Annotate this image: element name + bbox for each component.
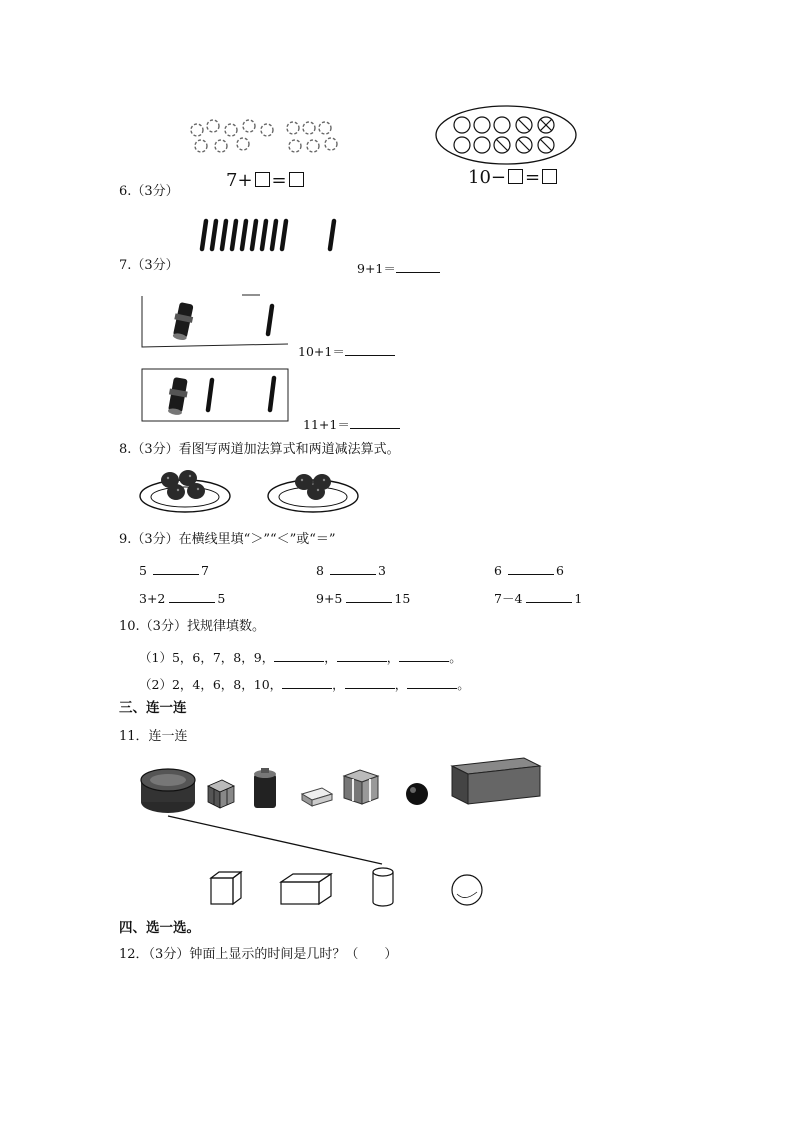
cylinder-shape [373, 868, 393, 906]
section-3-title: 三、连一连 [119, 700, 187, 716]
pattern-prefix: （2）2，4，6，8，10， [139, 677, 283, 692]
eq-text: 10+1＝ [298, 344, 345, 359]
end-mark: 。 [449, 650, 462, 665]
compare-left: 8 [316, 563, 324, 578]
question-6-label: 6.（3分） [119, 184, 179, 199]
cuboid-shape [281, 874, 331, 904]
separator: ， [324, 650, 337, 665]
question-10-label: 10.（3分）找规律填数。 [119, 619, 265, 634]
question-12-label: 12．（3分）钟面上显示的时间是几时？（ ） [119, 947, 398, 962]
compare-right: 5 [217, 591, 226, 606]
compare-left: 3+2 [139, 591, 166, 606]
question-8-label: 8.（3分）看图写两道加法算式和两道减法算式。 [119, 442, 400, 457]
equation-right-part2: = [525, 167, 541, 188]
eq-text: 9+1＝ [357, 261, 396, 276]
separator: ， [332, 677, 345, 692]
separator: ， [394, 677, 408, 692]
compare-right: 15 [394, 591, 411, 606]
cube-shape [211, 872, 241, 904]
equation-left-part1: 7+ [226, 170, 253, 191]
sphere-shape [452, 875, 482, 905]
compare-left: 5 [139, 563, 147, 578]
question-9-label: 9.（3分）在横线里填“＞”“＜”或“＝” [119, 532, 336, 547]
pattern-prefix: （1）5，6，7，8，9， [139, 650, 275, 665]
end-mark: 。 [457, 677, 470, 692]
question-11-label: 11．连一连 [119, 729, 188, 744]
equation-left-part2: = [271, 170, 287, 191]
shapes-row [205, 862, 495, 912]
question-7-label: 7.（3分） [119, 258, 179, 273]
separator: ， [386, 650, 400, 665]
compare-left: 7－4 [494, 591, 523, 606]
compare-right: 1 [574, 591, 583, 606]
compare-right: 6 [555, 563, 564, 578]
compare-right: 3 [377, 563, 386, 578]
equation-right-part1: 10− [468, 167, 506, 188]
compare-right: 7 [200, 563, 209, 578]
compare-left: 9+5 [316, 591, 343, 606]
compare-left: 6 [494, 563, 502, 578]
section-4-title: 四、选一选。 [119, 920, 200, 936]
eq-text: 11+1＝ [303, 417, 350, 432]
